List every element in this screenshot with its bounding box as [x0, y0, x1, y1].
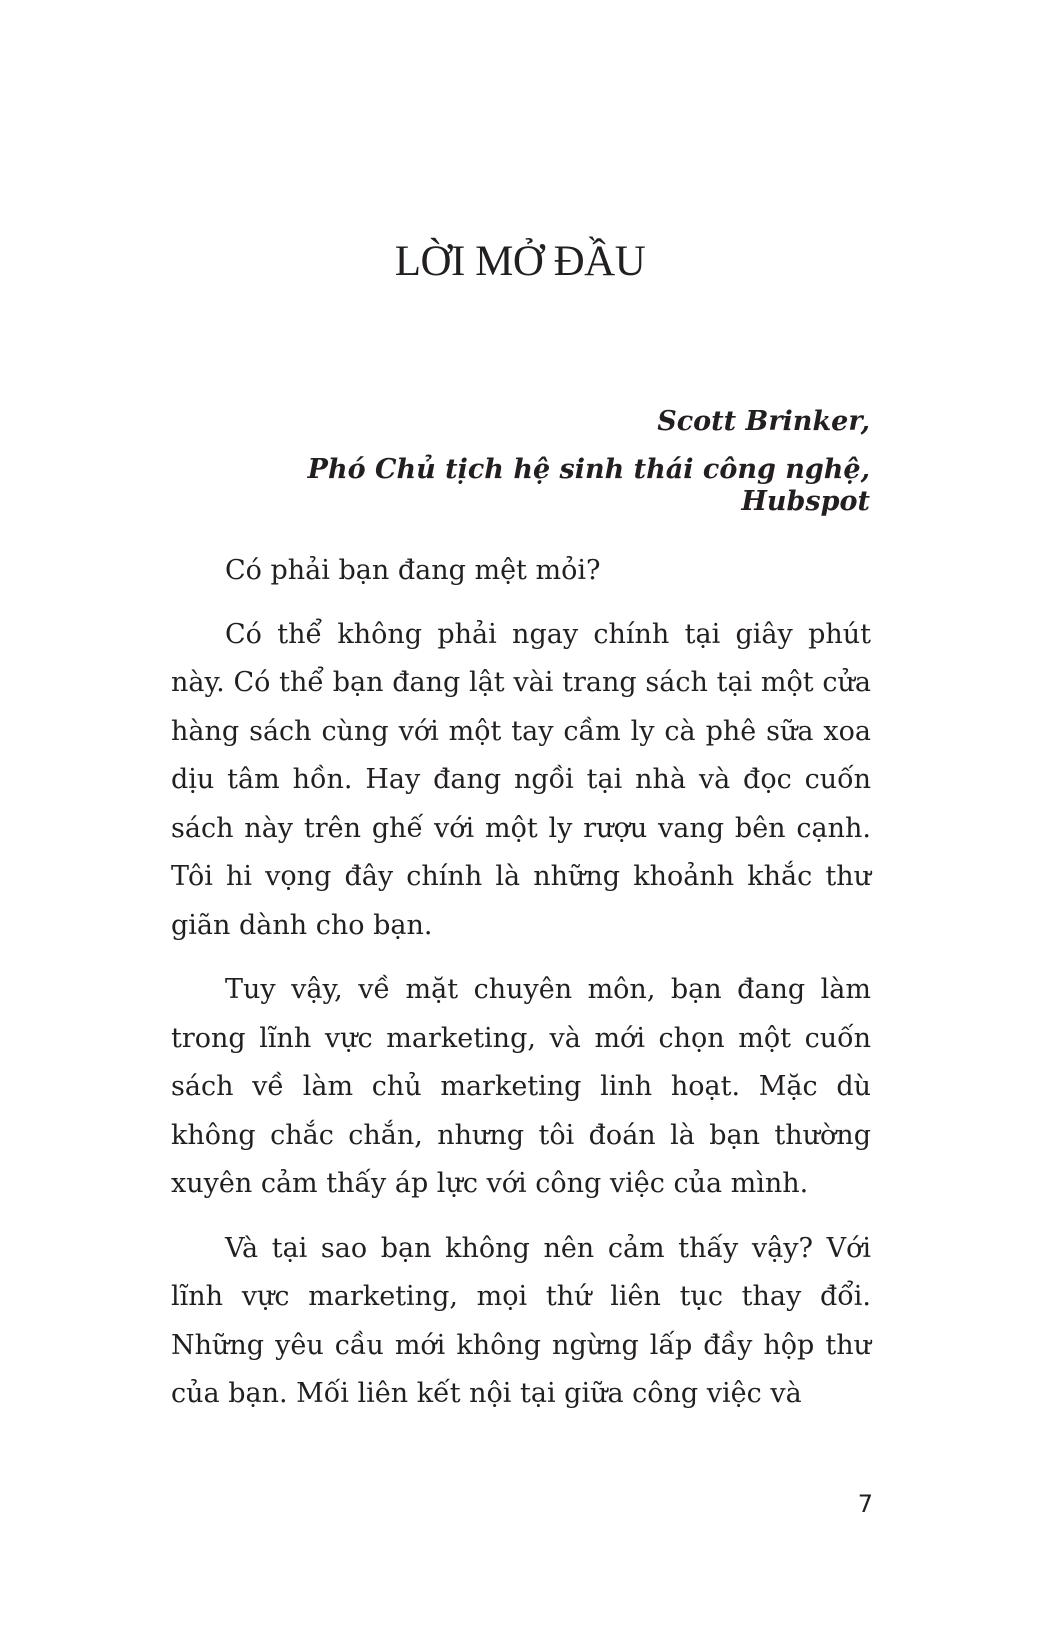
paragraph-1: Có phải bạn đang mệt mỏi?	[225, 555, 601, 586]
paragraph-4: Và tại sao bạn không nên cảm thấy vậy? Với lĩnh vực marketing, mọi thứ liên tục thay đổi. Những yêu cầu mới không ngừng lấp đầy hộp thư của bạn. Mối liên kết nội tại giữa công việc và	[171, 1232, 871, 1409]
paragraph-3: Tuy vậy, về mặt chuyên môn, bạn đang làm trong lĩnh vực marketing, và mới chọn một cuốn sách về làm chủ marketing linh hoạt. Mặc dù không chắc chắn, nhưng tôi đoán là bạn thường xuyên cảm thấy áp lực với công việc của mình.	[171, 974, 871, 1199]
attribution-name: Scott Brinker,	[657, 406, 870, 437]
chapter-title: LỜI MỞ ĐẦU	[394, 238, 646, 285]
page-number: 7	[857, 1490, 873, 1518]
body-text	[171, 547, 871, 1435]
paragraph-2: Có thể không phải ngay chính tại giây phút này. Có thể bạn đang lật vài trang sách tại một cửa hàng sách cùng với một tay cầm ly cà phê sữa xoa dịu tâm hồn. Hay đang ngồi tại nhà và đọc cuốn sách này trên ghế với một ly rượu vang bên cạnh. Tôi hi vọng đây chính là những khoảnh khắc thư giãn dành cho bạn.	[171, 618, 871, 941]
attribution-role: Phó Chủ tịch hệ sinh thái công nghệ, Hubspot	[307, 454, 870, 518]
